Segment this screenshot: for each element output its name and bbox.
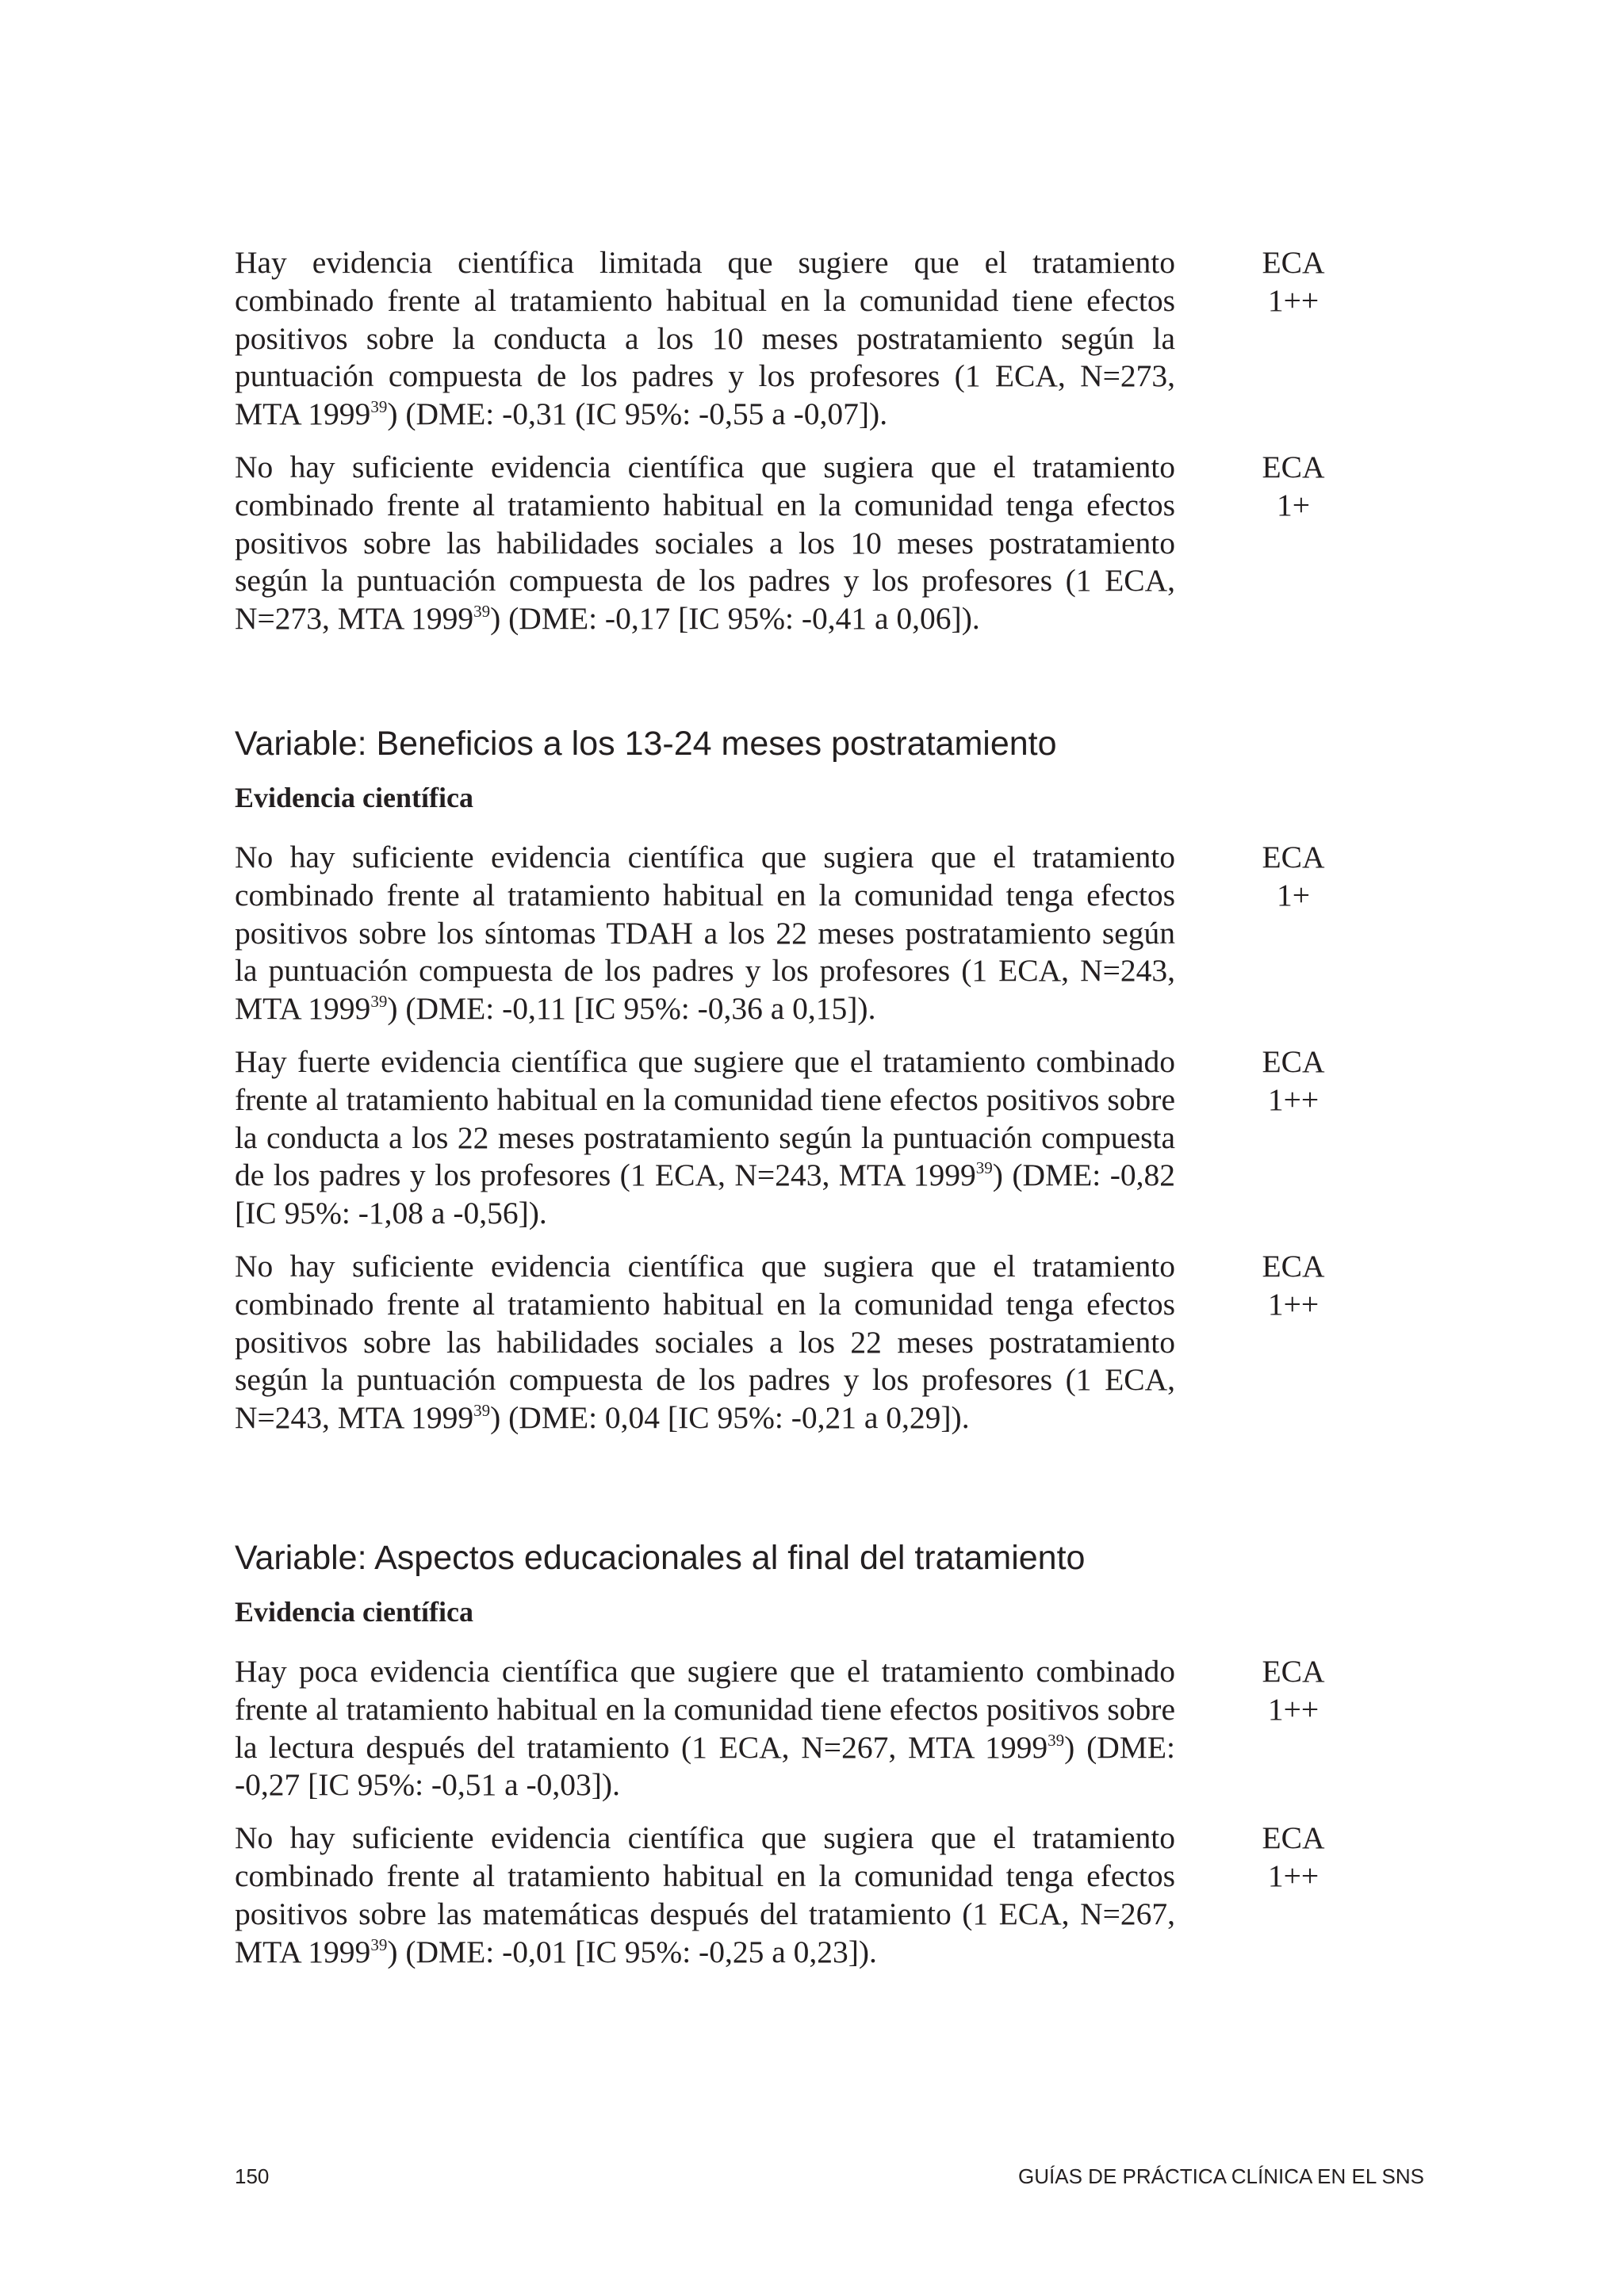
evidence-paragraph xyxy=(235,839,1424,1028)
evidence-level xyxy=(1234,244,1353,320)
evidence-level-type: ECA xyxy=(1262,1043,1325,1079)
evidence-paragraph xyxy=(235,449,1424,638)
evidence-paragraph xyxy=(235,244,1424,434)
citation-superscript: 39 xyxy=(1048,1730,1065,1750)
section-subheading: Evidencia científica xyxy=(235,1596,473,1628)
evidence-paragraph xyxy=(235,1820,1424,1971)
evidence-level-grade: 1+ xyxy=(1276,877,1311,913)
evidence-level xyxy=(1234,839,1353,915)
evidence-level-grade: 1++ xyxy=(1267,1081,1320,1117)
evidence-level-grade: 1+ xyxy=(1276,487,1311,522)
evidence-level-grade: 1++ xyxy=(1267,282,1320,318)
citation-superscript: 39 xyxy=(473,602,491,622)
evidence-text: No hay suficiente evidencia científica que sugiera que el tratamiento combinado frente al tratamiento habitual en la comunidad tenga efectos positivos sobre las habilidades sociales a los 10 meses postratamiento según la puntuación compuesta de los padres y los profesores (1 ECA, N=273, MTA 1999$^{39}$) (DME: -0,17 [IC 95%: -0,41 a 0,06]). xyxy=(235,449,1175,637)
evidence-level-type: ECA xyxy=(1262,1248,1325,1284)
evidence-level xyxy=(1234,1653,1353,1729)
evidence-paragraph xyxy=(235,1248,1424,1437)
evidence-level xyxy=(1234,449,1353,525)
citation-superscript: 39 xyxy=(370,992,388,1012)
evidence-level xyxy=(1234,1820,1353,1896)
running-footer-title: GUÍAS DE PRÁCTICA CLÍNICA EN EL SNS xyxy=(1018,2164,1424,2188)
section-13-24-months xyxy=(235,723,1424,1437)
section-heading: Variable: Aspectos educacionales al final del tratamiento xyxy=(235,1539,1086,1577)
section-continuation xyxy=(235,244,1424,638)
evidence-level-type: ECA xyxy=(1262,1654,1325,1689)
evidence-text: No hay suficiente evidencia científica que sugiera que el tratamiento combinado frente al tratamiento habitual en la comunidad tenga efectos positivos sobre las matemáticas después del tratamiento (1 ECA, N=267, MTA 1999$^{39}$) (DME: -0,01 [IC 95%: -0,25 a 0,23]). xyxy=(235,1820,1175,1969)
evidence-level-type: ECA xyxy=(1262,840,1325,874)
citation-superscript: 39 xyxy=(473,1401,491,1421)
evidence-level-grade: 1++ xyxy=(1267,1286,1320,1322)
section-subheading: Evidencia científica xyxy=(235,782,473,813)
evidence-level-type: ECA xyxy=(1262,449,1325,484)
evidence-level-grade: 1++ xyxy=(1267,1858,1320,1893)
evidence-level xyxy=(1234,1248,1353,1324)
page-number: 150 xyxy=(235,2164,270,2188)
section-educational-aspects xyxy=(235,1537,1424,1971)
evidence-text: No hay suficiente evidencia científica que sugiera que el tratamiento combinado frente al tratamiento habitual en la comunidad tenga efectos positivos sobre las habilidades sociales a los 22 meses postratamiento según la puntuación compuesta de los padres y los profesores (1 ECA, N=243, MTA 1999$^{39}$) (DME: 0,04 [IC 95%: -0,21 a 0,29]). xyxy=(235,1248,1175,1436)
citation-superscript: 39 xyxy=(370,397,388,417)
citation-superscript: 39 xyxy=(370,1934,388,1954)
evidence-paragraph xyxy=(235,1043,1424,1233)
evidence-text: Hay fuerte evidencia científica que sugiere que el tratamiento combinado frente al tratamiento habitual en la comunidad tiene efectos positivos sobre la conducta a los 22 meses postratamiento según la puntuación compuesta de los padres y los profesores (1 ECA, N=243, MTA 1999$^{39}$) (DME: -0,82 [IC 95%: -1,08 a -0,56]). xyxy=(235,1043,1175,1231)
section-heading: Variable: Beneficios a los 13-24 meses postratamiento xyxy=(235,725,1057,763)
evidence-level xyxy=(1234,1043,1353,1119)
evidence-text: No hay suficiente evidencia científica que sugiera que el tratamiento combinado frente al tratamiento habitual en la comunidad tenga efectos positivos sobre los síntomas TDAH a los 22 meses postratamiento según la puntuación compuesta de los padres y los profesores (1 ECA, N=243, MTA 1999$^{39}$) (DME: -0,11 [IC 95%: -0,36 a 0,15]). xyxy=(235,840,1175,1027)
evidence-text: Hay evidencia científica limitada que sugiere que el tratamiento combinado frente al tratamiento habitual en la comunidad tiene efectos positivos sobre la conducta a los 10 meses postratamiento según la puntuación compuesta de los padres y los profesores (1 ECA, N=273, MTA 1999$^{39}$) (DME: -0,31 (IC 95%: -0,55 a -0,07]). xyxy=(235,245,1175,432)
evidence-level-type: ECA xyxy=(1262,245,1325,280)
evidence-level-type: ECA xyxy=(1262,1820,1325,1856)
evidence-paragraph xyxy=(235,1653,1424,1804)
evidence-text: Hay poca evidencia científica que sugiere que el tratamiento combinado frente al tratamiento habitual en la comunidad tiene efectos positivos sobre la lectura después del tratamiento (1 ECA, N=267, MTA 1999$^{39}$) (DME: -0,27 [IC 95%: -0,51 a -0,03]). xyxy=(235,1654,1175,1803)
citation-superscript: 39 xyxy=(975,1158,993,1178)
evidence-level-grade: 1++ xyxy=(1267,1691,1320,1727)
